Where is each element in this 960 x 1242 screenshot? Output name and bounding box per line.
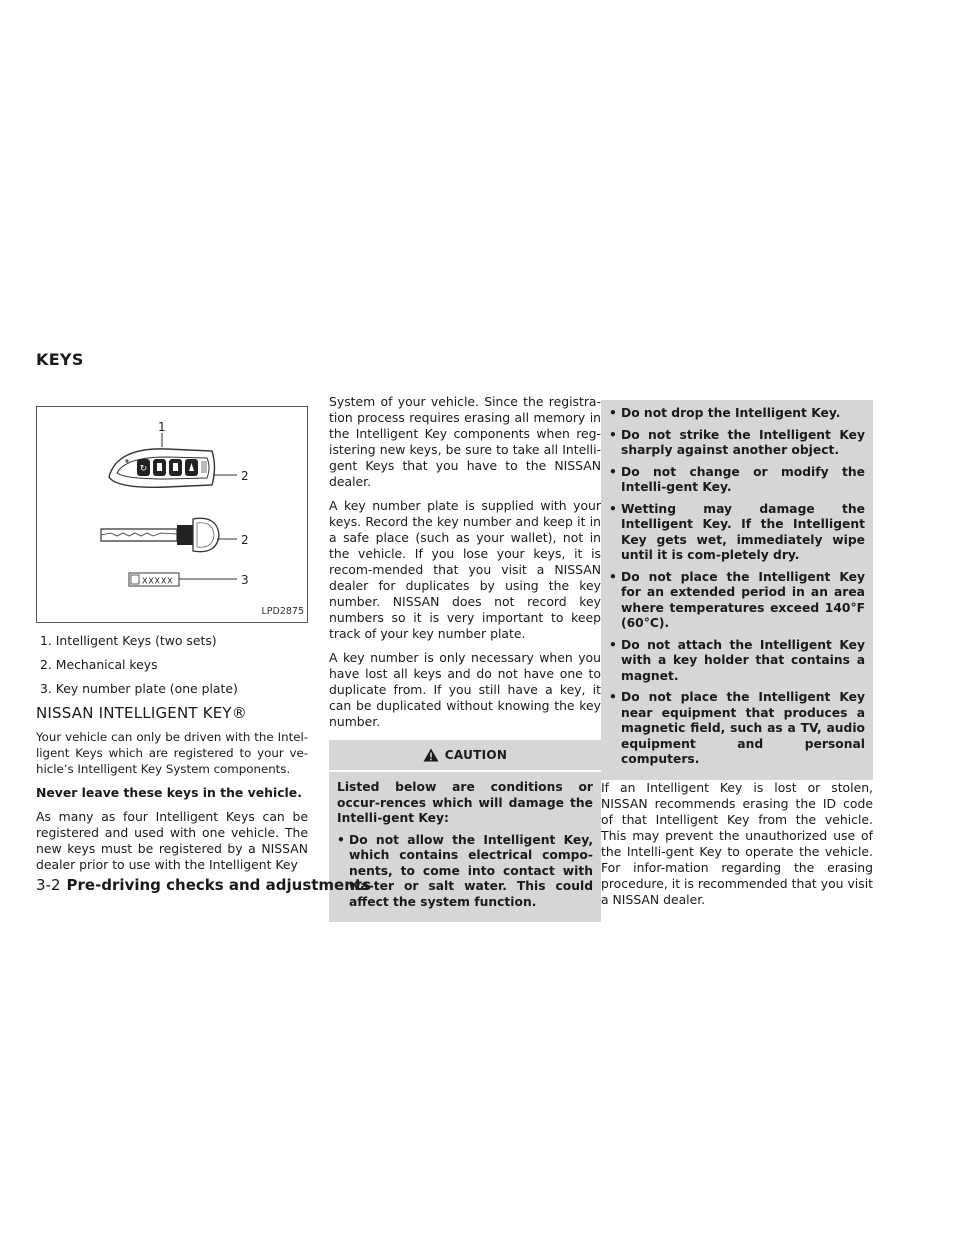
bullet-text: Do not attach the Intelligent Key with a key holder that contains a magnet. — [621, 637, 865, 683]
paragraph: As many as four Intelligent Keys can be registered and used with one vehicle. The new keys must be registered by a NISSAN dealer prior to use with the Intelligent Key — [36, 809, 308, 872]
bullet-mark: • — [337, 832, 345, 847]
bullet-text: Do not drop the Intelligent Key. — [621, 406, 841, 420]
callout-1: 1 — [158, 420, 166, 434]
bullet-mark: • — [609, 406, 617, 420]
paragraph: A key number is only necessary when you have lost all keys and do not have one to duplicate from. If you still have a key, it can be duplicated without knowing the key number. — [329, 650, 601, 729]
footer-title: Pre-driving checks and adjustments — [66, 876, 372, 894]
paragraph: Your vehicle can only be driven with the Intel-ligent Keys which are registered to your ve-hicle’s Intelligent Key System components. — [36, 730, 308, 776]
plate-text: XXXXX — [142, 576, 174, 586]
caution-bullet — [609, 570, 865, 632]
key-illustration — [37, 407, 307, 622]
bullet-mark: • — [609, 501, 617, 516]
caution-bullet — [609, 428, 865, 459]
legend-item: 2. Mechanical keys — [40, 657, 158, 672]
callout-2a: 2 — [241, 469, 249, 483]
page-number: 3-2 — [36, 876, 61, 894]
warning-triangle-icon — [423, 748, 439, 762]
section-title: KEYS — [36, 350, 84, 369]
bullet-mark: • — [609, 637, 617, 652]
paragraph: System of your vehicle. Since the registra-tion process requires erasing all memory in the Intelligent Key components when reg-istering new keys, be sure to take all Intelli-gent Keys that you have to the NISSAN dealer. — [329, 394, 601, 489]
bullet-text: Do not change or modify the Intelli-gent Key. — [621, 464, 865, 494]
caution-bullet — [609, 638, 865, 685]
key-figure — [36, 406, 308, 623]
caution-bullet — [609, 465, 865, 496]
caution-bullet — [337, 833, 593, 911]
caution-header — [329, 740, 601, 770]
legend-item: 1. Intelligent Keys (two sets) — [40, 633, 217, 648]
legend-item: 3. Key number plate (one plate) — [40, 681, 238, 696]
caution-intro: Listed below are conditions or occur-rences which will damage the Intelli-gent Key: — [337, 780, 593, 825]
bullet-text: Wetting may damage the Intelligent Key. If the Intelligent Key gets wet, immediately wipe until it is com-pletely dry. — [621, 501, 865, 562]
column-2 — [329, 394, 601, 922]
figure-legend — [36, 633, 308, 697]
column-1 — [36, 406, 308, 881]
caution-continued — [601, 400, 873, 780]
key-plate-icon — [129, 573, 179, 586]
bullet-text: Do not allow the Intelligent Key, which contains electrical compo-nents, to come into contact with wa-ter or salt water. This could affect the system function. — [349, 832, 593, 909]
intelligent-key-icon — [109, 449, 215, 487]
caution-bullet — [609, 502, 865, 564]
bullet-text: Do not strike the Intelligent Key sharply against another object. — [621, 427, 865, 457]
figure-id: LPD2875 — [261, 606, 304, 617]
callout-2b: 2 — [241, 533, 249, 547]
paragraph: If an Intelligent Key is lost or stolen, NISSAN recommends erasing the ID code of that Intelligent Key from the vehicle. This may prevent the unauthorized use of the Intelli-gent Key to operate the vehicle. For infor-mation regarding the erasing procedure, it is recommended that you visit a NISSAN dealer. — [601, 779, 873, 907]
page-footer — [36, 876, 371, 894]
column-3 — [601, 400, 873, 916]
caution-bullet — [609, 406, 865, 422]
bullet-text: Do not place the Intelligent Key for an extended period in an area where temperatures exceed 140°F (60°C). — [621, 569, 865, 630]
bullet-text: Do not place the Intelligent Key near equipment that produces a magnetic field, such as a TV, audio equipment and personal computers. — [621, 690, 865, 766]
bullet-mark: • — [609, 464, 617, 479]
callout-3: 3 — [241, 573, 249, 587]
bullet-mark: • — [609, 569, 617, 584]
paragraph: A key number plate is supplied with your keys. Record the key number and keep it in a safe place (such as your wallet), not in the vehicle. If you lose your keys, it is recom-mended that you visit a NISSAN dealer for duplicates by using the key number. NISSAN does not record key numbers so it is very important to keep track of your key number plate. — [329, 498, 601, 641]
caution-title: CAUTION — [444, 748, 508, 762]
warning-line: Never leave these keys in the vehicle. — [36, 785, 302, 800]
caution-body — [329, 772, 601, 922]
svg-text:↻: ↻ — [139, 464, 148, 474]
bullet-mark: • — [609, 690, 617, 704]
caution-bullet — [609, 690, 865, 768]
bullet-mark: • — [609, 427, 617, 442]
mechanical-key-icon — [101, 518, 219, 551]
intelligent-key-heading: NISSAN INTELLIGENT KEY® — [36, 704, 247, 722]
